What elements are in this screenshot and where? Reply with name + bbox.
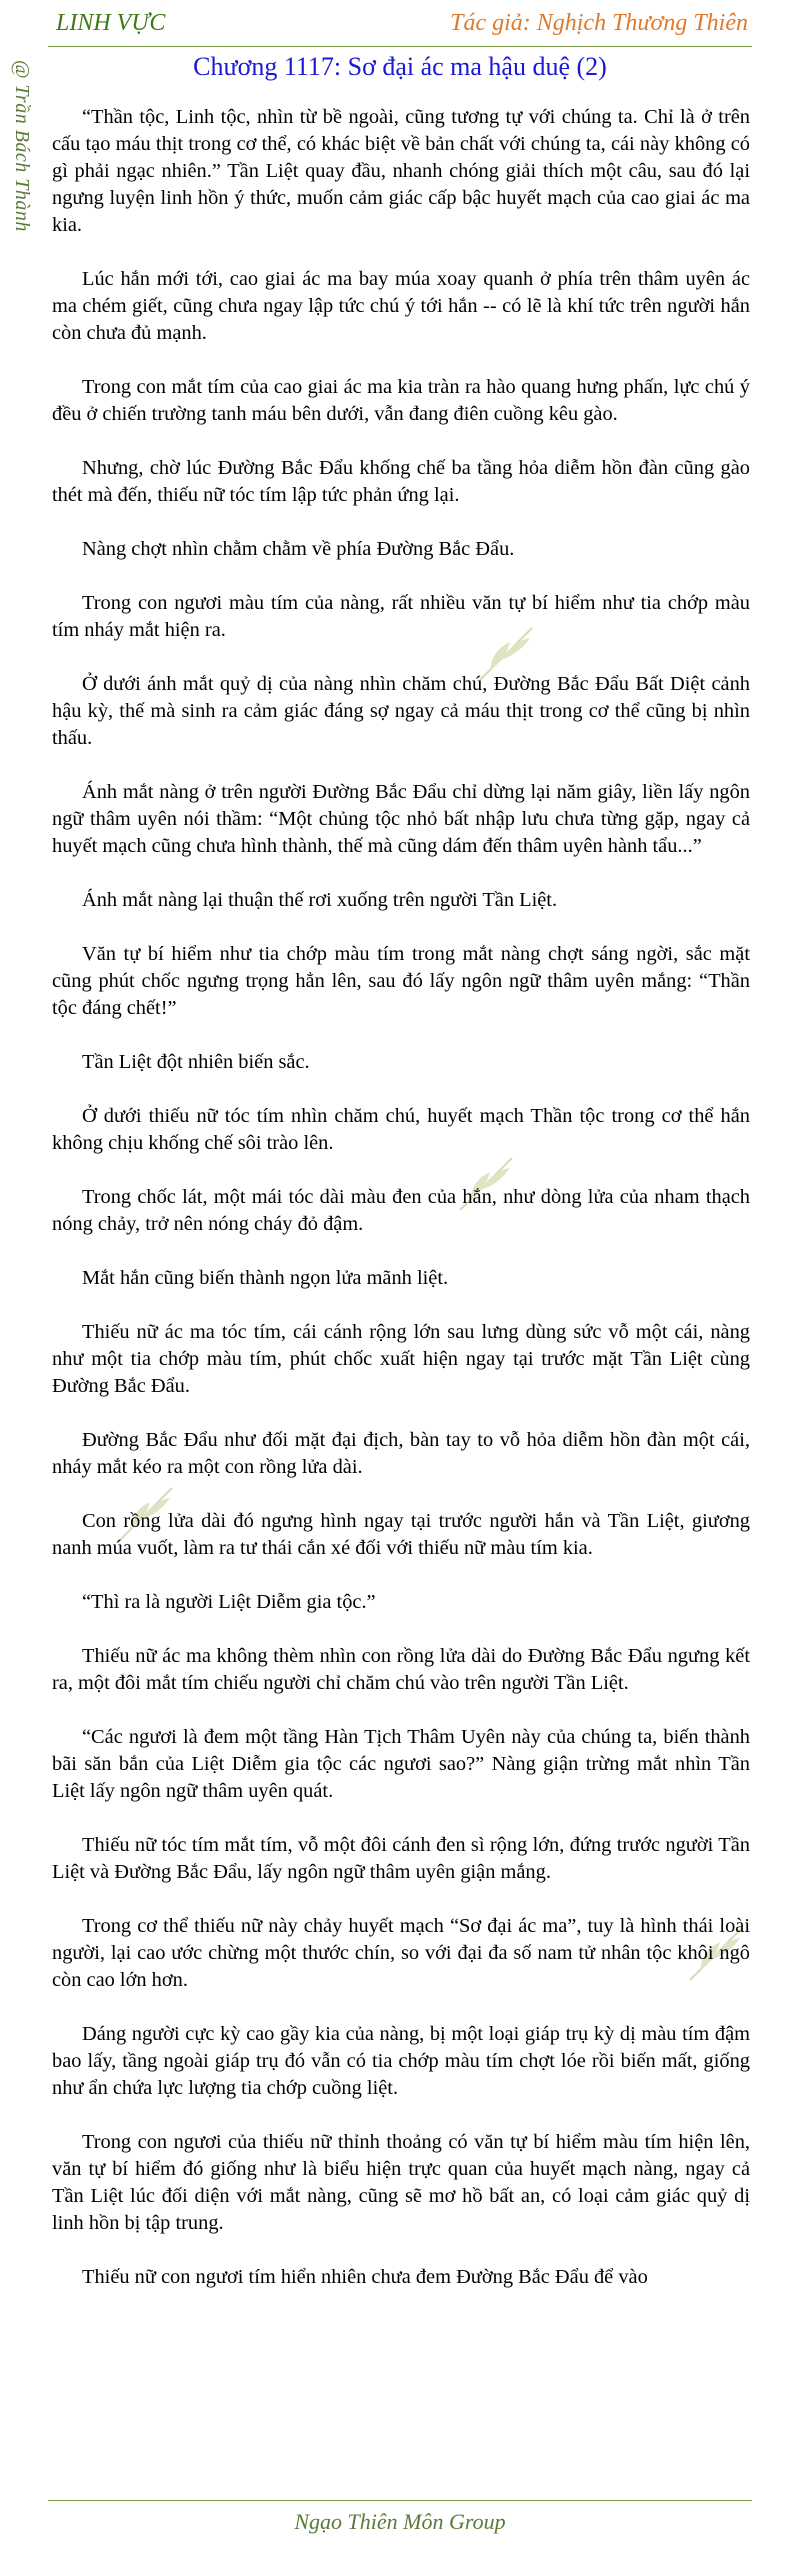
paragraph: “Thần tộc, Linh tộc, nhìn từ bề ngoài, cũng tương tự với chúng ta. Chỉ là ở trên cấu tạo máu thịt trong cơ thể, có khác biệt về bản chất với chúng ta, cái này không có gì phải ngạc nhiên.” Tần Liệt quay đầu, nhanh chóng giải thích một câu, sau đó lại ngưng luyện linh hồn ý thức, muốn cảm giác cấp bậc huyết mạch của cao giai ác ma kia. bbox=[52, 106, 750, 236]
paragraph: Đường Bắc Đẩu như đối mặt đại địch, bàn tay to vỗ hỏa diễm hồn đàn một cái, nháy mắt kéo ra một con rồng lửa dài. bbox=[52, 1429, 750, 1478]
paragraph: Văn tự bí hiểm như tia chớp màu tím trong mắt nàng chợt sáng ngời, sắc mặt cũng phút chốc ngưng trọng hẳn lên, sau đó lấy ngôn ngữ thâm uyên mắng: “Thần tộc đáng chết!” bbox=[52, 943, 750, 1019]
paragraph: Trong chốc lát, một mái tóc dài màu đen của hắn, như dòng lửa của nham thạch nóng chảy, trở nên nóng cháy đỏ đậm. bbox=[52, 1186, 750, 1235]
paragraph: Thiếu nữ tóc tím mắt tím, vỗ một đôi cánh đen sì rộng lớn, đứng trước người Tần Liệt và Đường Bắc Đẩu, lấy ngôn ngữ thâm uyên giận mắng. bbox=[52, 1834, 750, 1883]
paragraph: Lúc hắn mới tới, cao giai ác ma bay múa xoay quanh ở phía trên thâm uyên ác ma chém giết, cũng chưa ngay lập tức chú ý tới hắn -- có lẽ là khí tức trên người hắn còn chưa đủ mạnh. bbox=[52, 268, 750, 344]
side-credit: @ Trần Bách Thành bbox=[11, 60, 33, 232]
paragraph: Trong cơ thể thiếu nữ này chảy huyết mạch “Sơ đại ác ma”, tuy là hình thái loài người, lại cao ước chừng một thước chín, so với đại đa số nam tử nhân tộc khôi ngô còn cao lớn hơn. bbox=[52, 1915, 750, 1991]
paragraph: Trong con mắt tím của cao giai ác ma kia tràn ra hào quang hưng phấn, lực chú ý đều ở chiến trường tanh máu bên dưới, vẫn đang điên cuồng kêu gào. bbox=[52, 376, 750, 425]
paragraph: Ở dưới ánh mắt quỷ dị của nàng nhìn chăm chú, Đường Bắc Đẩu Bất Diệt cảnh hậu kỳ, thế mà sinh ra cảm giác đáng sợ ngay cả máu thịt trong cơ thể cũng bị nhìn thấu. bbox=[52, 673, 750, 749]
paragraph: Thiếu nữ ác ma không thèm nhìn con rồng lửa dài do Đường Bắc Đẩu ngưng kết ra, một đôi mắt tím chiếu người chỉ chăm chú vào trên người Tần Liệt. bbox=[52, 1645, 750, 1694]
paragraph: Trong con ngươi của thiếu nữ thỉnh thoảng có văn tự bí hiểm màu tím hiện lên, văn tự bí hiểm đó giống như là biểu hiện trực quan của huyết mạch nàng, ngay cả Tần Liệt lúc đối diện với mắt nàng, cũng sẽ mơ hồ bất an, có loại cảm giác quỷ dị linh hồn bị tập trung. bbox=[52, 2131, 750, 2234]
paragraph: Ở dưới thiếu nữ tóc tím nhìn chăm chú, huyết mạch Thần tộc trong cơ thể hắn không chịu khống chế sôi trào lên. bbox=[52, 1105, 750, 1154]
series-name: LINH VỰC bbox=[56, 10, 166, 36]
page-header bbox=[48, 6, 752, 47]
paragraph: Tần Liệt đột nhiên biến sắc. bbox=[82, 1051, 310, 1073]
chapter-body bbox=[52, 104, 750, 2318]
author-credit: Tác giả: Nghịch Thương Thiên bbox=[450, 10, 748, 36]
paragraph: “Các ngươi là đem một tầng Hàn Tịch Thâm Uyên này của chúng ta, biến thành bãi săn bắn của Liệt Diễm gia tộc các ngươi sao?” Nàng giận trừng mắt nhìn Tần Liệt lấy ngôn ngữ thâm uyên quát. bbox=[52, 1726, 750, 1802]
paragraph: Ánh mắt nàng lại thuận thế rơi xuống trên người Tần Liệt. bbox=[82, 889, 558, 911]
paragraph: “Thì ra là người Liệt Diễm gia tộc.” bbox=[82, 1591, 376, 1613]
paragraph: Con rồng lửa dài đó ngưng hình ngay tại trước người hắn và Tần Liệt, giương nanh múa vuốt, làm ra tư thái cắn xé đối với thiếu nữ màu tím kia. bbox=[52, 1510, 750, 1559]
chapter-title: Chương 1117: Sơ đại ác ma hậu duệ (2) bbox=[193, 52, 607, 81]
paragraph: Thiếu nữ con ngươi tím hiển nhiên chưa đem Đường Bắc Đẩu để vào bbox=[82, 2266, 648, 2288]
paragraph: Thiếu nữ ác ma tóc tím, cái cánh rộng lớn sau lưng dùng sức vỗ một cái, nàng như một tia chớp màu tím, phút chốc xuất hiện ngay tại trước mặt Tần Liệt cùng Đường Bắc Đẩu. bbox=[52, 1321, 750, 1397]
page-footer bbox=[48, 2500, 752, 2541]
paragraph: Trong con ngươi màu tím của nàng, rất nhiều văn tự bí hiểm như tia chớp màu tím nháy mắt hiện ra. bbox=[52, 592, 750, 641]
group-credit: Ngạo Thiên Môn Group bbox=[294, 2509, 506, 2534]
paragraph: Dáng người cực kỳ cao gầy kia của nàng, bị một loại giáp trụ kỳ dị màu tím đậm bao lấy, tầng ngoài giáp trụ đó vẫn có tia chớp màu tím chợt lóe rồi biến mất, giống như ẩn chứa lực lượng tia chớp cuồng liệt. bbox=[52, 2023, 750, 2099]
paragraph: Mắt hắn cũng biến thành ngọn lửa mãnh liệt. bbox=[82, 1267, 449, 1289]
paragraph: Nhưng, chờ lúc Đường Bắc Đẩu khống chế ba tầng hỏa diễm hồn đàn cũng gào thét mà đến, thiếu nữ tóc tím lập tức phản ứng lại. bbox=[52, 457, 750, 506]
paragraph: Nàng chợt nhìn chằm chằm về phía Đường Bắc Đẩu. bbox=[82, 538, 515, 560]
paragraph: Ánh mắt nàng ở trên người Đường Bắc Đẩu chỉ dừng lại năm giây, liền lấy ngôn ngữ thâm uyên nói thầm: “Một chủng tộc nhỏ bất nhập lưu chưa từng gặp, ngay cả huyết mạch cũng chưa hình thành, thế mà cũng dám đến thâm uyên hành tẩu...” bbox=[52, 781, 750, 857]
